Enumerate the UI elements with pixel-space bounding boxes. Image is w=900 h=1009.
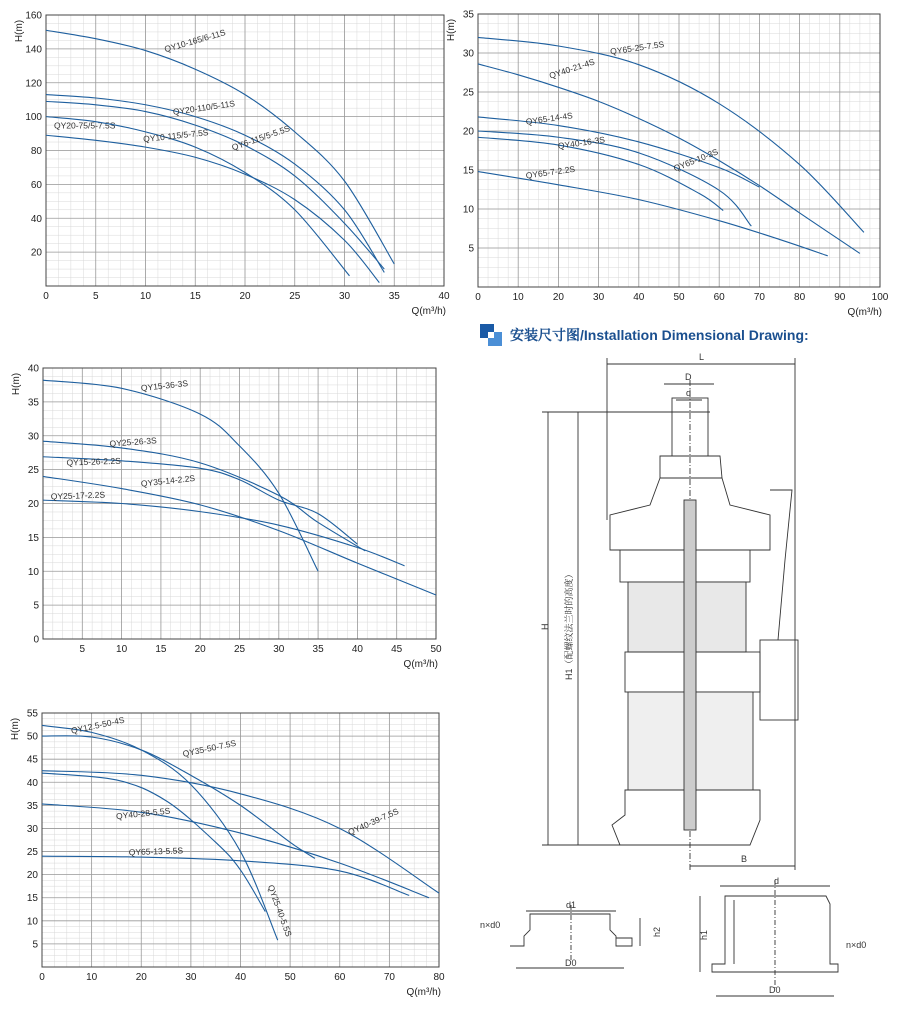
y-tick-label: 40	[27, 363, 39, 375]
x-tick-label: 10	[86, 972, 98, 983]
outlet-flange	[660, 456, 722, 478]
y-tick-label: 10	[27, 566, 39, 578]
label-h1: h1	[699, 929, 709, 940]
x-tick-label: 90	[834, 292, 846, 303]
chart-3	[11, 364, 442, 671]
x-tick-label: 20	[135, 972, 147, 983]
x-tick-label: 30	[338, 291, 351, 302]
cable-box	[760, 640, 798, 720]
series-label: QY10-165/6-11S	[163, 27, 227, 55]
x-tick-label: 5	[79, 644, 86, 655]
label-d1: d1	[566, 900, 577, 910]
y-tick-label: 20	[27, 499, 39, 510]
series-label: QY20-75/5-7.5S	[53, 120, 116, 131]
series-label: QY40-39-7.5S	[346, 805, 401, 838]
label-H: H	[540, 623, 550, 630]
y-axis-label: H(m)	[446, 18, 457, 42]
x-tick-label: 30	[273, 644, 285, 655]
series-label: QY25-17-2.2S	[50, 489, 106, 502]
x-tick-label: 60	[334, 972, 346, 983]
y-tick-label: 5	[468, 243, 474, 255]
x-tick-label: 80	[433, 972, 445, 983]
y-tick-label: 15	[26, 893, 38, 905]
series-label: QY6-115/5-5.5S	[230, 123, 292, 153]
y-axis-label: H(m)	[14, 19, 25, 43]
y-axis-label: H(m)	[10, 717, 21, 741]
y-tick-label: 100	[25, 112, 42, 124]
y-tick-label: 30	[27, 431, 39, 443]
y-tick-label: 120	[25, 78, 42, 90]
x-tick-label: 0	[39, 972, 45, 983]
x-tick-label: 0	[475, 292, 481, 303]
x-tick-label: 45	[391, 644, 403, 655]
chart-4	[10, 709, 445, 999]
x-tick-label: 15	[189, 291, 201, 302]
shaft	[684, 500, 696, 830]
label-h2: h2	[652, 926, 662, 937]
x-tick-label: 40	[234, 972, 247, 983]
y-tick-label: 55	[26, 708, 38, 720]
y-tick-label: 40	[30, 213, 42, 225]
x-tick-label: 20	[239, 291, 251, 302]
series-label: QY65-10-3S	[671, 146, 720, 174]
label-d: d	[686, 388, 692, 398]
x-tick-label: 70	[383, 972, 395, 983]
x-tick-label: 5	[92, 291, 99, 302]
x-tick-label: 30	[185, 972, 197, 983]
series-label: QY20-110/5-11S	[172, 98, 236, 117]
series-label: QY12.5-50-4S	[70, 714, 126, 736]
y-tick-label: 45	[26, 754, 38, 766]
x-tick-label: 20	[552, 292, 564, 303]
install-title-text: 安装尺寸图/Installation Dimensional Drawing:	[510, 327, 809, 343]
y-tick-label: 20	[462, 126, 474, 138]
x-tick-label: 100	[871, 292, 889, 303]
x-axis-label: Q(m³/h)	[406, 987, 441, 998]
x-tick-label: 25	[289, 291, 301, 302]
y-tick-label: 30	[462, 48, 474, 60]
y-tick-label: 40	[26, 777, 38, 789]
x-tick-label: 15	[155, 644, 167, 655]
y-tick-label: 25	[26, 847, 38, 859]
series-line-QY40-16-3S	[478, 137, 723, 210]
y-tick-label: 60	[30, 179, 42, 191]
x-tick-label: 35	[388, 291, 400, 302]
label-D0-left: D0	[565, 958, 577, 968]
series-label: QY15-26-2.2S	[66, 455, 121, 468]
pump-drawing	[542, 358, 798, 872]
x-axis-label: Q(m³/h)	[847, 307, 882, 318]
series-label: QY40-16-3S	[557, 134, 606, 151]
x-tick-label: 60	[713, 292, 725, 303]
series-label: QY25-40-5.5S	[265, 883, 294, 938]
series-label: QY40-21-4S	[547, 56, 596, 81]
y-tick-label: 20	[30, 247, 42, 259]
x-tick-label: 40	[633, 292, 645, 303]
x-tick-label: 80	[794, 292, 806, 303]
y-tick-label: 0	[33, 634, 39, 646]
series-label: QY15-36-3S	[140, 378, 189, 394]
x-tick-label: 50	[430, 644, 442, 655]
x-tick-label: 0	[43, 291, 49, 302]
x-tick-label: 25	[233, 644, 246, 655]
label-D: D	[685, 372, 692, 382]
series-label: QY10-115/5-7.5S	[142, 127, 209, 145]
y-tick-label: 50	[26, 731, 38, 743]
x-tick-label: 50	[284, 972, 296, 983]
y-tick-label: 10	[462, 204, 474, 216]
x-tick-label: 10	[139, 291, 152, 302]
series-label: QY25-26-3S	[109, 435, 158, 449]
x-tick-label: 50	[673, 292, 685, 303]
series-label: QY65-25-7.5S	[609, 39, 665, 57]
x-axis-label: Q(m³/h)	[403, 659, 438, 670]
x-tick-label: 40	[438, 291, 450, 302]
series-label: QY35-50-7.5S	[181, 737, 238, 759]
x-tick-label: 10	[116, 644, 128, 655]
y-tick-label: 140	[25, 44, 42, 56]
series-label: QY65-7-2.2S	[525, 163, 576, 181]
x-tick-label: 20	[194, 644, 206, 655]
y-tick-label: 15	[462, 165, 474, 177]
y-tick-label: 160	[25, 10, 42, 22]
series-line-QY25-17-2.2S	[43, 500, 405, 566]
label-B: B	[741, 854, 748, 864]
series-label: QY65-13-5.5S	[128, 845, 184, 858]
label-d-right: d	[774, 876, 780, 886]
y-tick-label: 5	[33, 600, 39, 612]
label-nd0-left: n×d0	[480, 920, 501, 930]
y-tick-label: 5	[32, 939, 38, 951]
square-logo-icon	[480, 324, 502, 346]
x-tick-label: 40	[351, 644, 363, 655]
label-H1-note: H1（配螺纹法兰时的高度）	[564, 569, 574, 680]
y-tick-label: 15	[27, 532, 39, 544]
label-L: L	[699, 352, 705, 362]
y-tick-label: 25	[462, 87, 474, 99]
y-tick-label: 35	[27, 397, 39, 409]
flange-detail-right	[700, 880, 838, 996]
series-line-QY12.5-50-4S	[42, 725, 278, 940]
x-axis-label: Q(m³/h)	[411, 306, 446, 317]
y-tick-label: 10	[26, 916, 38, 928]
y-tick-label: 35	[462, 9, 474, 21]
install-section-title	[480, 322, 809, 348]
y-tick-label: 80	[30, 146, 42, 157]
x-tick-label: 35	[312, 644, 324, 655]
x-tick-label: 10	[512, 292, 524, 303]
label-D0-right: D0	[769, 985, 781, 995]
x-tick-label: 30	[593, 292, 605, 303]
chart-2	[446, 10, 889, 319]
y-axis-label: H(m)	[11, 372, 22, 396]
series-label: QY40-28-5.5S	[115, 805, 171, 822]
x-tick-label: 70	[753, 292, 765, 303]
y-tick-label: 35	[26, 800, 38, 812]
chart-1	[14, 11, 450, 318]
series-label: QY65-14-4S	[525, 110, 574, 127]
handle	[770, 490, 792, 640]
series-label: QY35-14-2.2S	[140, 472, 196, 489]
label-nd0-right: n×d0	[846, 940, 867, 950]
y-tick-label: 30	[26, 823, 38, 835]
y-tick-label: 20	[26, 870, 38, 882]
series-line-QY65-7-2.2S	[478, 172, 828, 256]
y-tick-label: 25	[27, 465, 39, 477]
series-line-QY65-13-5.5S	[42, 856, 409, 895]
